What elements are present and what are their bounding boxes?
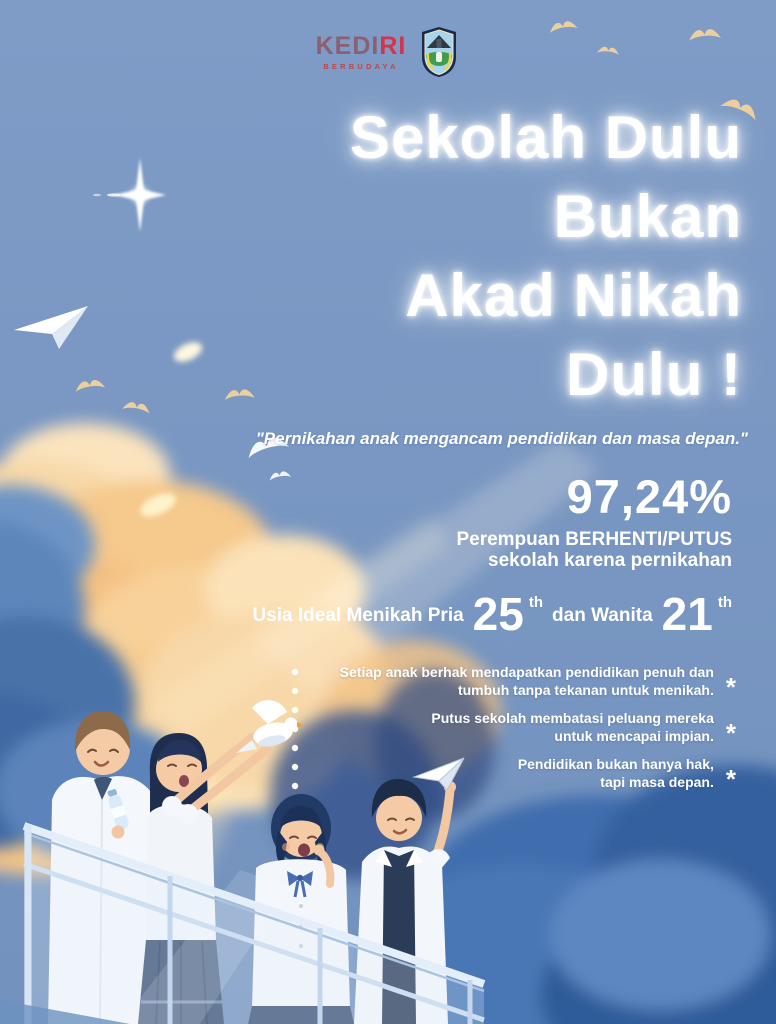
key-point-3-line-2: tapi masa depan.	[600, 773, 714, 790]
sparkle-icon	[93, 158, 166, 232]
title-line-1: Sekolah Dulu	[349, 104, 742, 171]
ideal-age-prefix: Usia Ideal Menikah Pria	[252, 605, 464, 626]
kediri-wordmark-ri: RI	[379, 31, 407, 60]
ideal-age-male-unit: th	[528, 594, 544, 611]
statistic-block	[456, 472, 732, 571]
kediri-tagline: BERBUDAYA	[323, 61, 399, 71]
key-point-1	[339, 664, 736, 702]
key-point-1-line-1: Setiap anak berhak mendapatkan pendidikan penuh dan	[339, 664, 714, 680]
title-line-3: Akad Nikah	[405, 262, 742, 329]
header-logos	[0, 26, 776, 78]
statistic-value: 97,24%	[566, 470, 732, 523]
key-point-3-text	[518, 756, 714, 791]
ideal-age-male: 25	[472, 588, 524, 640]
title-line-4: Dulu !	[566, 341, 742, 408]
statistic-label-line-2: sekolah karena pernikahan	[488, 550, 732, 571]
poster-title	[350, 98, 742, 414]
kediri-crest-icon	[418, 26, 460, 78]
key-point-3	[340, 756, 736, 794]
key-points-list	[340, 664, 736, 802]
key-point-2-text	[431, 710, 713, 745]
ideal-age-middle: dan Wanita	[552, 605, 653, 626]
ideal-age-female: 21	[661, 588, 713, 640]
poster-quote: "Pernikahan anak mengancam pendidikan dan masa depan."	[255, 429, 748, 448]
ideal-age-row	[252, 588, 732, 640]
asterisk-icon: *	[725, 717, 736, 748]
statistic-label-line-1: Perempuan BERHENTI/PUTUS	[456, 529, 732, 550]
key-point-2-line-1: Putus sekolah membatasi peluang mereka	[431, 710, 714, 726]
key-point-1-text	[340, 664, 714, 699]
title-line-2: Bukan	[553, 183, 742, 250]
asterisk-icon: *	[725, 671, 736, 702]
ideal-age-female-unit: th	[717, 594, 732, 611]
key-point-2-line-2: untuk mencapai impian.	[554, 727, 714, 744]
key-point-1-line-2: tumbuh tanpa tekanan untuk menikah.	[457, 681, 714, 698]
kediri-berbudaya-logo	[315, 31, 407, 71]
kediri-wordmark	[315, 31, 407, 60]
kediri-wordmark-kedi: KEDI	[315, 31, 380, 60]
asterisk-icon: *	[725, 763, 736, 794]
paper-plane-icon-left	[14, 306, 88, 349]
statistic-label	[456, 529, 732, 571]
key-point-3-line-1: Pendidikan bukan hanya hak,	[517, 756, 714, 772]
key-point-2	[340, 710, 736, 748]
